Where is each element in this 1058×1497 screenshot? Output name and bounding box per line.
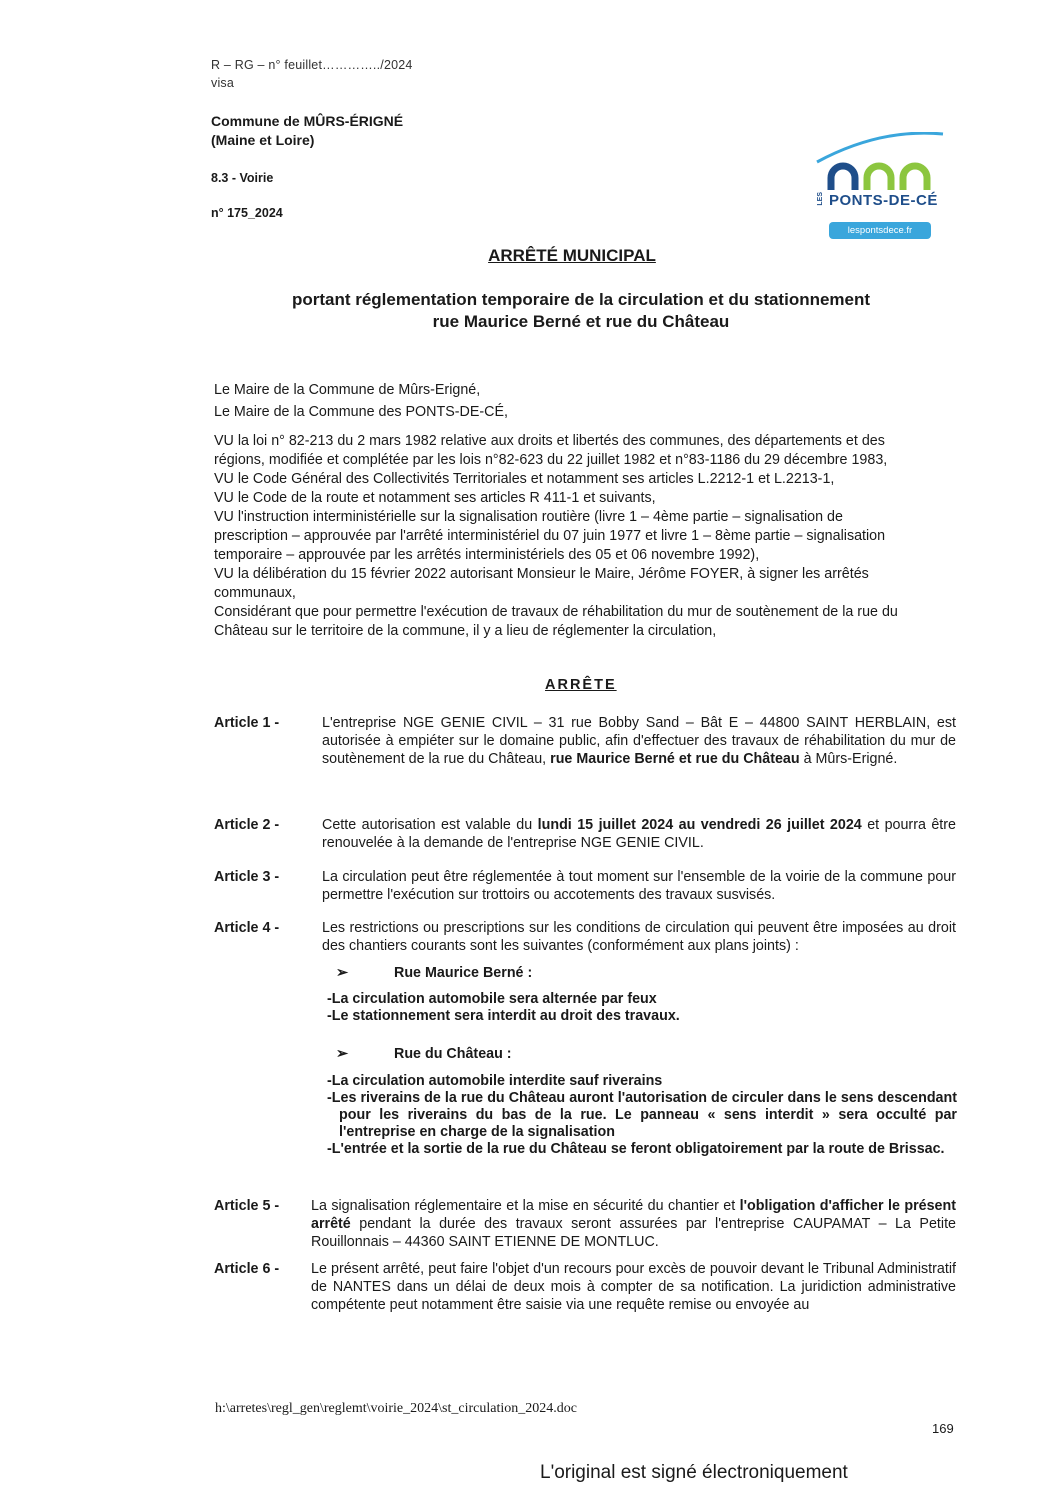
commune-department: (Maine et Loire) xyxy=(211,132,315,148)
consideration-line: temporaire – approuvée par les arrêtés interministériels des 05 et 06 novembre 1992), xyxy=(214,547,760,563)
article-3-body: La circulation peut être réglementée à tout moment sur l'ensemble de la voirie de la commune pour permettre l'exécution sur trottoirs ou accotements des travaux susvisés. xyxy=(322,869,956,903)
street-1-rule: -La circulation automobile sera alternée par feux xyxy=(327,991,657,1007)
commune-name: Commune de MÛRS-ÉRIGNÉ xyxy=(211,113,404,129)
consideration-line: communaux, xyxy=(214,585,296,601)
article-2-label: Article 2 - xyxy=(214,817,280,833)
street-2-heading: Rue du Château : xyxy=(394,1046,512,1062)
street-1-heading: Rue Maurice Berné : xyxy=(394,965,533,981)
article-1-body xyxy=(322,714,956,768)
arrow-bullet-icon: ➢ xyxy=(336,965,348,981)
consideration-line: VU l'instruction interministérielle sur la signalisation routière (livre 1 – 4ème partie – signalisation de xyxy=(214,509,843,525)
considerations xyxy=(214,432,956,641)
article-5-text: La signalisation réglementaire et la mise en sécurité du chantier et xyxy=(311,1198,740,1214)
file-path: h:\arretes\regl_gen\reglemt\voirie_2024\st_circulation_2024.doc xyxy=(215,1401,577,1416)
street-2-rule: -La circulation automobile interdite sauf riverains xyxy=(327,1073,663,1089)
logo-side-text: LES xyxy=(817,192,824,206)
document-subtitle xyxy=(0,289,1058,333)
subtitle-line-2: rue Maurice Berné et rue du Château xyxy=(432,312,730,331)
article-6-body: Le présent arrêté, peut faire l'objet d'un recours pour excès de pouvoir devant le Tribunal Administratif de NANTES dans un délai de deux mois à compter de sa notification. La juridiction administrative compétente peut notamment être saisie via une requête remise ou envoyée au xyxy=(311,1261,956,1313)
article-2-text: Cette autorisation est valable du xyxy=(322,817,538,833)
street-2-rule: -L'entrée et la sortie de la rue du Château se feront obligatoirement par la route de Brissac. xyxy=(327,1141,945,1157)
consideration-line: VU la délibération du 15 février 2022 autorisant Monsieur le Maire, Jérôme FOYER, à signer les arrêtés xyxy=(214,566,869,582)
article-2-body xyxy=(322,816,956,852)
article-4-body: Les restrictions ou prescriptions sur les conditions de circulation qui peuvent être imposées au droit des chantiers courants sont les suivantes (conformément aux plans joints) : xyxy=(322,920,956,954)
article-6-label: Article 6 - xyxy=(214,1261,280,1277)
article-1-location: à Mûrs-Erigné. xyxy=(799,751,898,767)
subtitle-line-1: portant réglementation temporaire de la circulation et du stationnement xyxy=(291,290,871,309)
street-1-rule: -Le stationnement sera interdit au droit des travaux. xyxy=(327,1008,680,1024)
article-1-streets: rue Maurice Berné et rue du Château xyxy=(550,751,800,767)
arrow-bullet-icon: ➢ xyxy=(336,1046,348,1062)
article-1-text: L'entreprise NGE GENIE CIVIL – 31 rue Bobby Sand – Bât E – 44800 SAINT HERBLAIN, est autorisée à empiéter sur le domaine public, afin d'effectuer des travaux de réhabilitation du mur de soutènement de la rue du Château, xyxy=(322,715,956,767)
article-1-label: Article 1 - xyxy=(214,715,280,731)
consideration-line: VU le Code Général des Collectivités Territoriales et notamment ses articles L.2212-1 et L.2213-1, xyxy=(214,471,835,487)
preamble-line: Le Maire de la Commune des PONTS-DE-CÉ, xyxy=(214,404,508,420)
article-5-label: Article 5 - xyxy=(214,1198,280,1214)
preamble-line: Le Maire de la Commune de Mûrs-Erigné, xyxy=(214,382,481,398)
reference-line: R – RG – n° feuillet…………../2024 xyxy=(211,58,413,72)
ponts-de-ce-logo xyxy=(815,132,945,244)
street-2-rules xyxy=(327,1073,957,1158)
article-4-label: Article 4 - xyxy=(214,920,280,936)
article-2-renewal: et pourra être renouvelée à la demande de l'entreprise NGE GENIE CIVIL. xyxy=(322,817,956,851)
consideration-line: Considérant que pour permettre l'exécution de travaux de réhabilitation du mur de soutènement de la rue du xyxy=(214,604,898,620)
electronic-signature-note: L'original est signé électroniquement xyxy=(540,1462,848,1483)
article-2-dates: lundi 15 juillet 2024 au vendredi 26 juillet 2024 xyxy=(537,817,862,833)
visa-label: visa xyxy=(211,76,235,90)
category-label: 8.3 - Voirie xyxy=(211,171,274,185)
document-title: ARRÊTÉ MUNICIPAL xyxy=(488,246,656,265)
arrete-heading: ARRÊTE xyxy=(545,677,617,693)
street-1-rules xyxy=(327,991,957,1025)
logo-name: PONTS-DE-CÉ xyxy=(829,192,938,209)
page-number: 169 xyxy=(932,1421,954,1436)
consideration-line: VU la loi n° 82-213 du 2 mars 1982 relative aux droits et libertés des communes, des départements et des xyxy=(214,433,885,449)
logo-url: lespontsdece.fr xyxy=(829,222,931,239)
consideration-line: Château sur le territoire de la commune, il y a lieu de réglementer la circulation, xyxy=(214,623,717,639)
article-5-obligation: l'obligation d'afficher le présent arrêté xyxy=(311,1198,956,1232)
consideration-line: VU le Code de la route et notamment ses articles R 411-1 et suivants, xyxy=(214,490,656,506)
preamble xyxy=(214,381,956,422)
decree-number: n° 175_2024 xyxy=(211,206,283,220)
street-2-rule: -Les riverains de la rue du Château auront l'autorisation de circuler dans le sens descendant pour les riverains du bas de la rue. Le panneau « sens interdit » sera occulté par l'entreprise en charge de la signalisation xyxy=(327,1090,957,1140)
article-5-body xyxy=(311,1197,956,1251)
article-3-label: Article 3 - xyxy=(214,869,280,885)
consideration-line: régions, modifiée et complétée par les lois n°82-623 du 22 juillet 1982 et n°83-1186 du 29 décembre 1983, xyxy=(214,452,888,468)
consideration-line: prescription – approuvée par l'arrêté interministériel du 07 juin 1977 et livre 1 – 8ème partie – signalisation xyxy=(214,528,886,544)
article-5-contractor: pendant la durée des travaux seront assurées par l'entreprise CAUPAMAT – La Petite Rouillonnais – 44360 SAINT ETIENNE DE MONTLUC. xyxy=(311,1216,956,1250)
